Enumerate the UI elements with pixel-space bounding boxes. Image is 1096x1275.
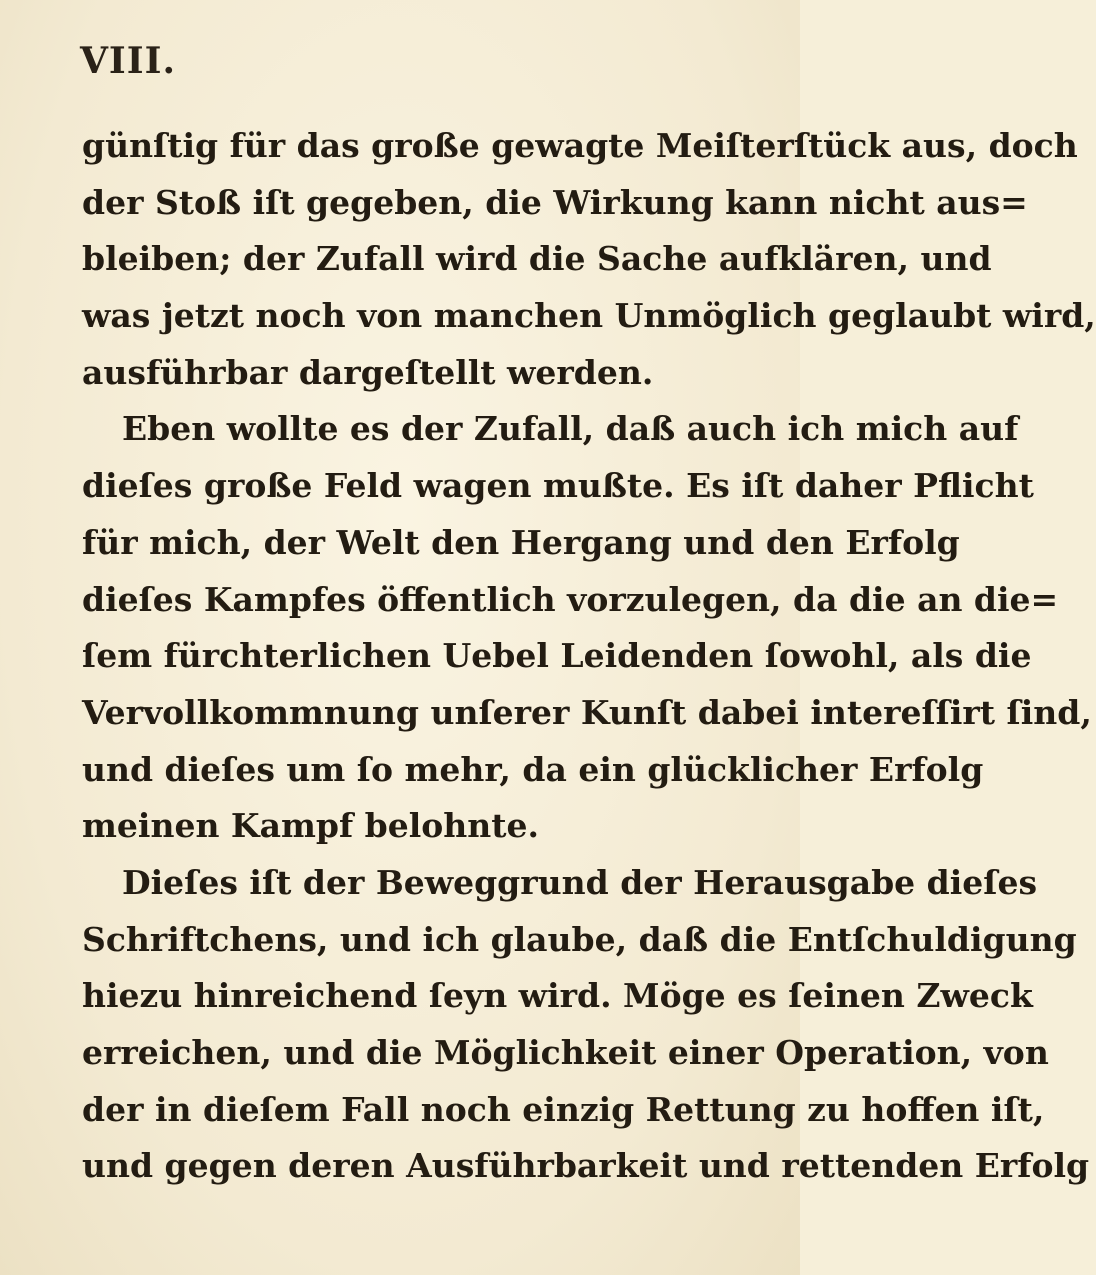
text-line: hiezu hinreichend ſeyn wird. Möge es ſeinen Zweck [82, 976, 1033, 1016]
text-line: der in dieſem Fall noch einzig Rettung zu hoffen iſt, [82, 1089, 1045, 1129]
text-line: dieſes große Feld wagen mußte. Es iſt daher Pflicht [82, 466, 1034, 506]
text-line: was jetzt noch von manchen Unmöglich geglaubt wird, [82, 296, 1096, 336]
text-line: und dieſes um ſo mehr, da ein glücklicher Erfolg [82, 749, 984, 789]
text-line: Schriftchens, und ich glaube, daß die Entſchuldigung [82, 919, 1077, 959]
text-line: Vervollkommnung unſerer Kunſt dabei intereſſirt ſind, [82, 692, 1092, 732]
text-line: erreichen, und die Möglichkeit einer Operation, von [82, 1033, 1049, 1072]
text-line: bleiben; der Zufall wird die Sache aufklären, und [82, 239, 992, 279]
text-line: ausführbar dargeſtellt werden. [82, 352, 654, 392]
text-line: der Stoß iſt gegeben, die Wirkung kann nicht aus= [82, 182, 1028, 222]
page-number: VIII. [80, 40, 176, 82]
text-line: ſem fürchterlichen Uebel Leidenden ſowohl, als die [82, 636, 1032, 676]
text-line: meinen Kampf belohnte. [82, 806, 539, 846]
text-line: günſtig für das große gewagte Meiſterſtück aus, doch [82, 126, 1078, 165]
text-line: dieſes Kampfes öffentlich vorzulegen, da die an die= [82, 579, 1059, 619]
text-line: Dieſes iſt der Beweggrund der Herausgabe dieſes [122, 862, 1038, 902]
text-line: für mich, der Welt den Hergang und den Erfolg [82, 522, 960, 562]
text-block [82, 118, 1096, 1195]
text-line: Eben wollte es der Zufall, daß auch ich mich auf [122, 409, 1019, 449]
text-line: und gegen deren Ausführbarkeit und rettenden Erfolg [82, 1146, 1090, 1186]
